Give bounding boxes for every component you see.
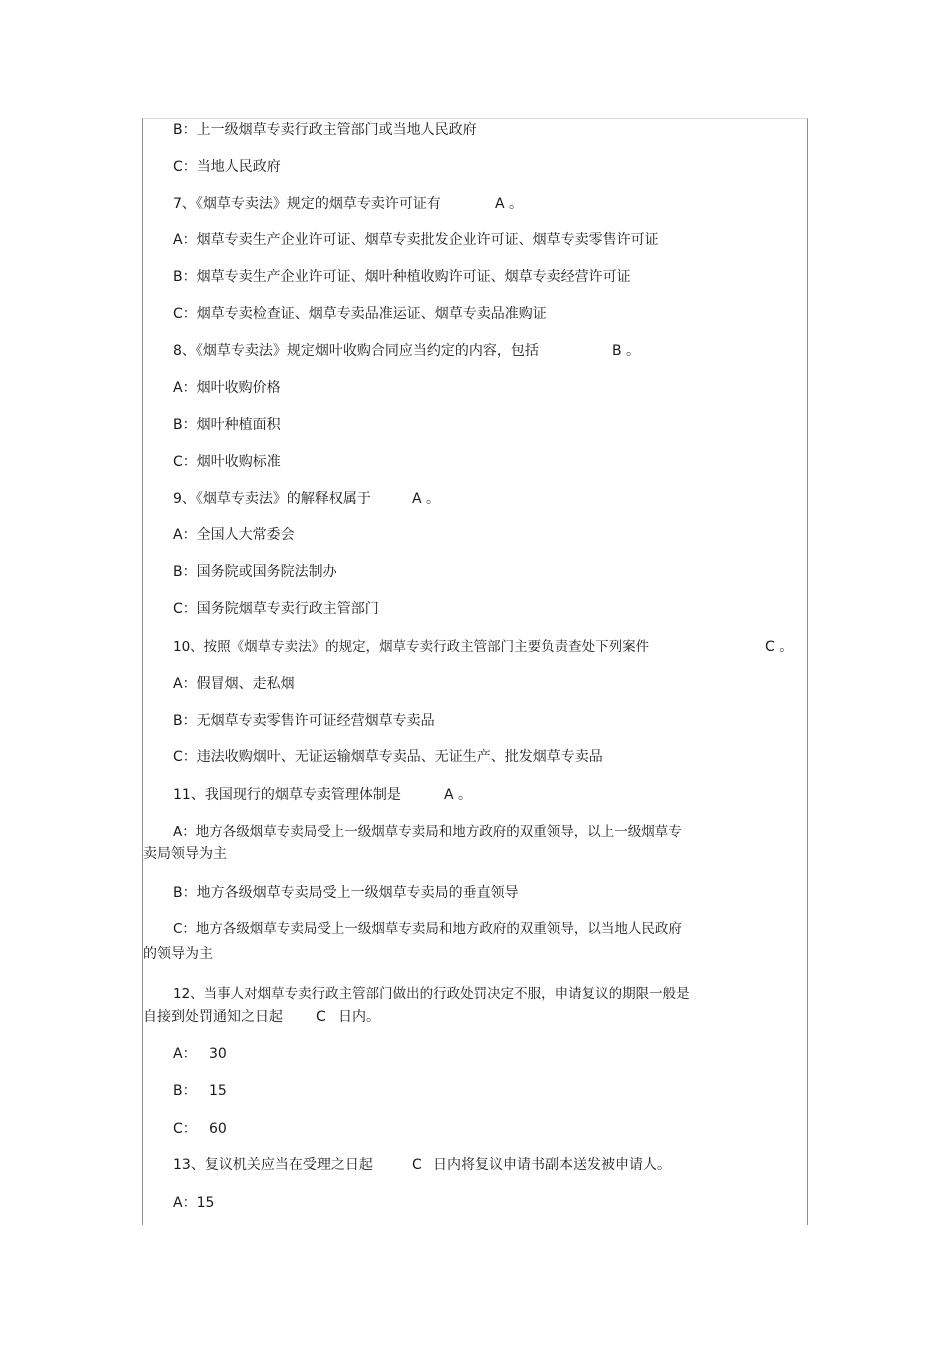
q10-stem: 10、按照《烟草专卖法》的规定，烟草专卖行政主管部门主要负责查处下列案件: [173, 639, 650, 655]
q8-stem: 8、《烟草专卖法》规定烟叶收购合同应当约定的内容，包括: [173, 343, 539, 359]
q9-option-c: C：国务院烟草专卖行政主管部门: [173, 601, 379, 617]
q7-answer: A 。: [495, 196, 524, 212]
q10-option-c: C：违法收购烟叶、无证运输烟草专卖品、无证生产、批发烟草专卖品: [173, 749, 603, 765]
q11-answer: A 。: [444, 787, 473, 803]
q11-option-a-line2: 卖局领导为主: [143, 846, 227, 862]
q12-option-c-value: 60: [209, 1121, 227, 1137]
q7-option-a: A：烟草专卖生产企业许可证、烟草专卖批发企业许可证、烟草专卖零售许可证: [173, 232, 659, 248]
q9-stem: 9、《烟草专卖法》的解释权属于: [173, 491, 371, 507]
q13-option-a: A：15: [173, 1195, 215, 1211]
q11-option-b: B：地方各级烟草专卖局受上一级烟草专卖局的垂直领导: [173, 885, 519, 901]
q8-option-b: B：烟叶种植面积: [173, 417, 281, 433]
q12-option-a-label: A：: [173, 1046, 197, 1062]
q6-option-b: B：上一级烟草专卖行政主管部门或当地人民政府: [173, 122, 477, 138]
q9-option-b: B：国务院或国务院法制办: [173, 564, 337, 580]
q8-answer: B 。: [612, 343, 641, 359]
q12-option-a-value: 30: [209, 1046, 227, 1062]
q13-stem-pre: 13、复议机关应当在受理之日起: [173, 1157, 373, 1173]
q7-option-c: C：烟草专卖检查证、烟草专卖品准运证、烟草专卖品准购证: [173, 306, 547, 322]
q12-option-c-label: C：: [173, 1121, 197, 1137]
q8-option-c: C：烟叶收购标准: [173, 454, 281, 470]
q10-option-b: B：无烟草专卖零售许可证经营烟草专卖品: [173, 713, 435, 729]
q12-stem-line1: 12、当事人对烟草专卖行政主管部门做出的行政处罚决定不服，申请复议的期限一般是: [173, 986, 690, 1002]
q13-answer: C: [412, 1157, 422, 1173]
q8-option-a: A：烟叶收购价格: [173, 380, 281, 396]
q12-stem-line2-pre: 自接到处罚通知之日起: [143, 1009, 283, 1025]
q12-answer: C: [316, 1009, 326, 1025]
q7-option-b: B：烟草专卖生产企业许可证、烟叶种植收购许可证、烟草专卖经营许可证: [173, 269, 631, 285]
q10-option-a: A：假冒烟、走私烟: [173, 676, 295, 692]
q13-stem-post: 日内将复议申请书副本送发被申请人。: [433, 1157, 671, 1173]
q7-stem: 7、《烟草专卖法》规定的烟草专卖许可证有: [173, 196, 441, 212]
q11-option-a-line1: A：地方各级烟草专卖局受上一级烟草专卖局和地方政府的双重领导，以上一级烟草专: [173, 824, 682, 840]
q9-option-a: A：全国人大常委会: [173, 527, 295, 543]
q11-option-c-line1: C：地方各级烟草专卖局受上一级烟草专卖局和地方政府的双重领导，以当地人民政府: [173, 921, 682, 937]
q10-answer: C 。: [765, 639, 794, 655]
q12-option-b-label: B：: [173, 1083, 197, 1099]
q11-stem: 11、我国现行的烟草专卖管理体制是: [173, 787, 401, 803]
q12-option-b-value: 15: [209, 1083, 227, 1099]
q6-option-c: C：当地人民政府: [173, 159, 281, 175]
q9-answer: A 。: [412, 491, 441, 507]
q11-option-c-line2: 的领导为主: [143, 946, 213, 962]
q12-stem-line2-post: 日内。: [338, 1009, 380, 1025]
